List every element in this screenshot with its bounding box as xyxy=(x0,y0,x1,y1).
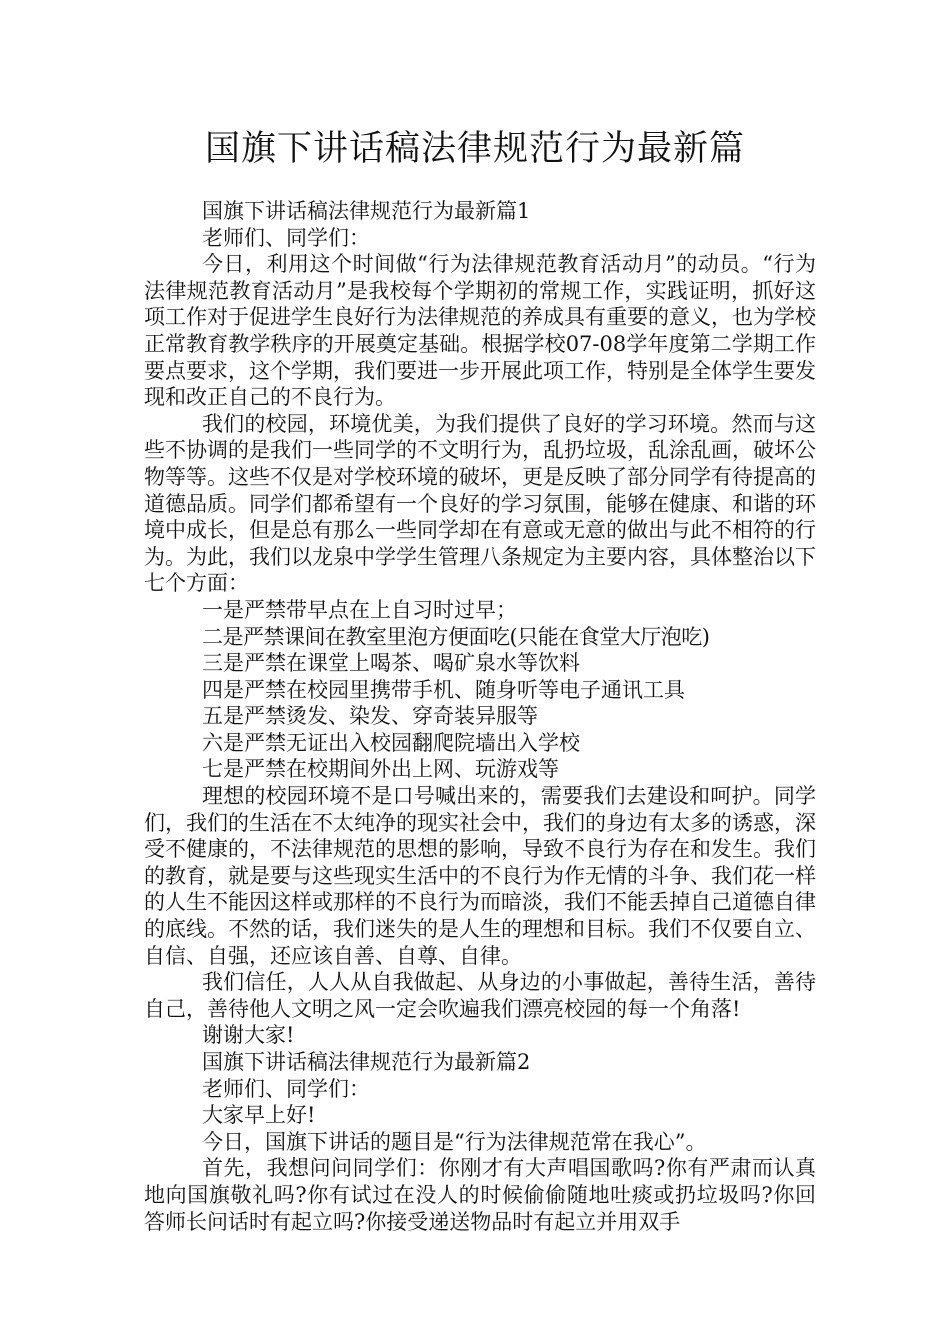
section-heading-2: 国旗下讲话稿法律规范行为最新篇2 xyxy=(202,1050,531,1074)
salutation: 老师们、同学们： xyxy=(202,225,370,250)
list-item: 一是严禁带早点在上自习时过早； xyxy=(202,597,517,622)
paragraph: 理想的校园环境不是口号喊出来的，需要我们去建设和呵护。同学们，我们的生活在不太纯净的现实社会中，我们的身边有太多的诱惑，深受不健康的，不法律规范的思想的影响，导致不良行为存在和发生。我们的教育，就是要与这些现实生活中的不良行为作无情的斗争、我们花一样的人生不能因这样或那样的不良行为而暗淡，我们不能丢掉自己道德自律的底线。不然的话，我们迷失的是人生的理想和目标。我们不仅要自立、自信、自强，还应该自善、自尊、自律。 xyxy=(144,784,816,968)
paragraph: 首先，我想问问同学们：你刚才有大声唱国歌吗?你有严肃而认真地向国旗敬礼吗?你有试过在没人的时候偷偷随地吐痰或扔垃圾吗?你回答师长问话时有起立吗?你接受递送物品时有起立并用双手 xyxy=(144,1156,816,1234)
paragraph: 我们信任，人人从自我做起、从身边的小事做起，善待生活，善待自己，善待他人文明之风一定会吹遍我们漂亮校园的每一个角落! xyxy=(144,970,816,1021)
list-item: 二是严禁课间在教室里泡方便面吃(只能在食堂大厅泡吃) xyxy=(202,624,710,649)
list-item: 七是严禁在校期间外出上网、玩游戏等 xyxy=(202,757,559,782)
document-body xyxy=(144,198,816,1235)
list-item: 六是严禁无证出入校园翻爬院墙出入学校 xyxy=(202,730,580,755)
paragraph: 今日，利用这个时间做“行为法律规范教育活动月”的动员。“行为法律规范教育活动月”是我校每个学期初的常规工作，实践证明，抓好这项工作对于促进学生良好行为法律规范的养成具有重要的意义，也为学校正常教育教学秩序的开展奠定基础。根据学校07-08学年度第二学期工作要点要求，这个学期，我们要进一步开展此项工作，特别是全体学生要发现和改正自己的不良行为。 xyxy=(144,252,816,410)
paragraph: 我们的校园，环境优美，为我们提供了良好的学习环境。然而与这些不协调的是我们一些同学的不文明行为，乱扔垃圾，乱涂乱画，破坏公物等等。这些不仅是对学校环境的破坏，更是反映了部分同学有待提高的道德品质。同学们都希望有一个良好的学习氛围，能够在健康、和谐的环境中成长，但是总有那么一些同学却在有意或无意的做出与此不相符的行为。为此，我们以龙泉中学学生管理八条规定为主要内容，具体整治以下七个方面： xyxy=(144,411,816,596)
list-item: 五是严禁烫发、染发、穿奇装异服等 xyxy=(202,704,538,729)
list-item: 三是严禁在课堂上喝茶、喝矿泉水等饮料 xyxy=(202,651,580,676)
list-item: 四是严禁在校园里携带手机、随身听等电子通讯工具 xyxy=(202,677,685,702)
document-title: 国旗下讲话稿法律规范行为最新篇 xyxy=(204,129,745,169)
greeting: 大家早上好! xyxy=(202,1103,316,1128)
salutation: 老师们、同学们： xyxy=(202,1076,370,1101)
closing-remark: 谢谢大家! xyxy=(202,1023,295,1048)
paragraph: 今日，国旗下讲话的题目是“行为法律规范常在我心”。 xyxy=(202,1129,707,1154)
section-heading-1: 国旗下讲话稿法律规范行为最新篇1 xyxy=(202,199,531,223)
